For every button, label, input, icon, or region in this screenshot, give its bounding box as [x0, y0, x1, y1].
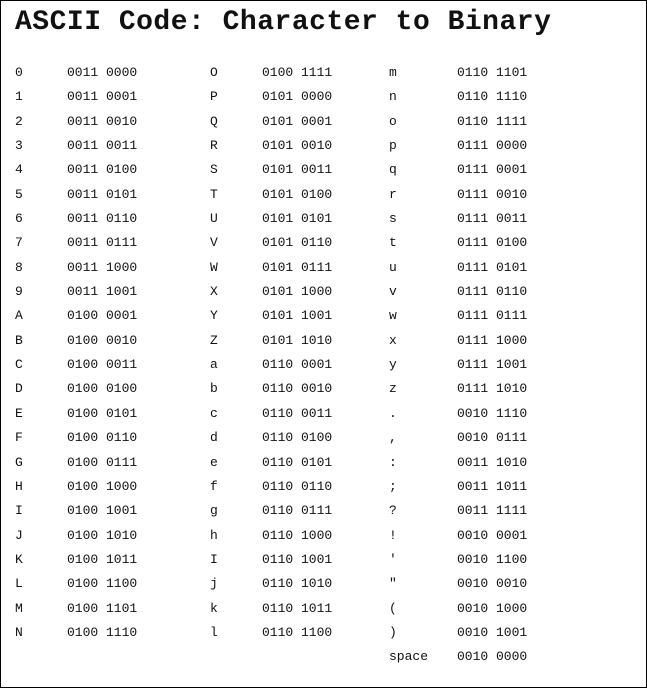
table-row	[389, 402, 599, 426]
binary-code: 0011 1010	[457, 454, 528, 470]
table-row	[15, 85, 225, 109]
table-row	[15, 572, 225, 596]
character-label: )	[389, 624, 397, 640]
binary-code: 0111 0110	[457, 284, 528, 300]
character-label: .	[389, 405, 397, 421]
character-label: Q	[210, 113, 218, 129]
character-label: ;	[389, 478, 397, 494]
character-label: s	[389, 211, 397, 227]
binary-code: 0110 0101	[262, 454, 333, 470]
binary-code: 0101 0001	[262, 113, 333, 129]
table-row	[389, 231, 599, 255]
character-label: ,	[389, 430, 397, 446]
character-label: M	[15, 600, 23, 616]
binary-code: 0100 1000	[67, 478, 138, 494]
binary-code: 0110 0011	[262, 405, 333, 421]
character-label: q	[389, 162, 397, 178]
binary-code: 0110 1100	[262, 624, 333, 640]
binary-code: 0011 1111	[457, 503, 528, 519]
table-row	[15, 426, 225, 450]
character-label: V	[210, 235, 218, 251]
binary-code: 0100 0110	[67, 430, 138, 446]
binary-code: 0011 1001	[67, 284, 138, 300]
character-label: C	[15, 357, 23, 373]
binary-code: 0011 0000	[67, 65, 138, 80]
binary-code: 0100 1110	[67, 624, 138, 640]
binary-code: 0010 1000	[457, 600, 528, 616]
binary-code: 0100 0010	[67, 332, 138, 348]
table-row	[389, 61, 599, 85]
character-label: g	[210, 503, 218, 519]
table-row	[389, 597, 599, 621]
binary-code: 0110 0111	[262, 503, 333, 519]
character-label: T	[210, 186, 218, 202]
character-label: l	[210, 624, 218, 640]
binary-code: 0110 1101	[457, 65, 528, 80]
table-row	[389, 207, 599, 231]
character-label: c	[210, 405, 218, 421]
binary-code: 0010 1110	[457, 405, 528, 421]
binary-code: 0101 1000	[262, 284, 333, 300]
character-label: A	[15, 308, 23, 324]
binary-code: 0010 0111	[457, 430, 528, 446]
table-row	[389, 451, 599, 475]
binary-code: 0100 1001	[67, 503, 138, 519]
character-label: I	[15, 503, 23, 519]
character-label: v	[389, 284, 397, 300]
table-row	[15, 158, 225, 182]
binary-code: 0100 0011	[67, 357, 138, 373]
character-label: 2	[15, 113, 23, 129]
binary-code: 0111 1010	[457, 381, 528, 397]
table-row	[389, 645, 599, 669]
character-label: space	[389, 649, 429, 665]
binary-code: 0010 1100	[457, 551, 528, 567]
binary-code: 0111 0010	[457, 186, 528, 202]
character-label: N	[15, 624, 23, 640]
binary-code: 0111 0111	[457, 308, 528, 324]
table-row	[389, 524, 599, 548]
character-label: F	[15, 430, 23, 446]
character-label: x	[389, 332, 397, 348]
table-row	[15, 256, 225, 280]
character-label: 3	[15, 138, 23, 154]
character-label: H	[15, 478, 23, 494]
binary-code: 0011 0100	[67, 162, 138, 178]
character-label: Z	[210, 332, 218, 348]
table-row	[389, 183, 599, 207]
table-row	[15, 61, 225, 85]
binary-code: 0010 0010	[457, 576, 528, 592]
table-row	[389, 134, 599, 158]
binary-code: 0100 0111	[67, 454, 138, 470]
table-row	[15, 183, 225, 207]
binary-code: 0100 1010	[67, 527, 138, 543]
binary-code: 0010 1001	[457, 624, 528, 640]
table-row	[15, 499, 225, 523]
character-label: "	[389, 576, 397, 592]
character-label: L	[15, 576, 23, 592]
table-row	[389, 548, 599, 572]
character-label: u	[389, 259, 397, 275]
character-label: P	[210, 89, 218, 105]
table-row	[389, 256, 599, 280]
character-label: 9	[15, 284, 23, 300]
binary-code: 0111 0000	[457, 138, 528, 154]
character-label: m	[389, 65, 397, 80]
character-label: t	[389, 235, 397, 251]
table-row	[389, 377, 599, 401]
character-label: J	[15, 527, 23, 543]
character-label: R	[210, 138, 218, 154]
character-label: E	[15, 405, 23, 421]
binary-code: 0101 1001	[262, 308, 333, 324]
character-label: !	[389, 527, 397, 543]
character-label: 1	[15, 89, 23, 105]
character-label: h	[210, 527, 218, 543]
binary-code: 0101 0101	[262, 211, 333, 227]
binary-code: 0011 0101	[67, 186, 138, 202]
character-label: I	[210, 551, 218, 567]
table-row	[389, 499, 599, 523]
binary-code: 0010 0001	[457, 527, 528, 543]
character-label: W	[210, 259, 218, 275]
binary-code: 0111 0001	[457, 162, 528, 178]
character-label: Y	[210, 308, 218, 324]
table-row	[15, 280, 225, 304]
binary-code: 0100 1011	[67, 551, 138, 567]
character-label: p	[389, 138, 397, 154]
table-row	[15, 621, 225, 645]
binary-code: 0110 1001	[262, 551, 333, 567]
binary-code: 0110 0110	[262, 478, 333, 494]
character-label: 7	[15, 235, 23, 251]
character-label: K	[15, 551, 23, 567]
table-row	[15, 451, 225, 475]
character-label: e	[210, 454, 218, 470]
binary-code: 0101 1010	[262, 332, 333, 348]
binary-code: 0100 0100	[67, 381, 138, 397]
binary-code: 0100 1101	[67, 600, 138, 616]
table-row	[15, 134, 225, 158]
binary-code: 0101 0111	[262, 259, 333, 275]
table-row	[15, 231, 225, 255]
character-label: z	[389, 381, 397, 397]
binary-code: 0101 0100	[262, 186, 333, 202]
character-label: :	[389, 454, 397, 470]
table-row	[389, 280, 599, 304]
binary-code: 0011 1011	[457, 478, 528, 494]
character-label: B	[15, 332, 23, 348]
character-label: a	[210, 357, 218, 373]
binary-code: 0010 0000	[457, 649, 528, 665]
table-row	[15, 377, 225, 401]
character-label: S	[210, 162, 218, 178]
table-row	[389, 304, 599, 328]
binary-code: 0111 0100	[457, 235, 528, 251]
table-row	[15, 353, 225, 377]
table-row	[389, 110, 599, 134]
table-row	[15, 110, 225, 134]
table-column-1	[15, 61, 225, 645]
table-row	[389, 353, 599, 377]
table-row	[15, 597, 225, 621]
binary-code: 0111 1000	[457, 332, 528, 348]
table-row	[15, 524, 225, 548]
binary-code: 0110 1010	[262, 576, 333, 592]
character-label: ?	[389, 503, 397, 519]
table-row	[389, 329, 599, 353]
character-label: X	[210, 284, 218, 300]
character-label: 6	[15, 211, 23, 227]
table-row	[389, 158, 599, 182]
binary-code: 0101 0000	[262, 89, 333, 105]
character-label: f	[210, 478, 218, 494]
binary-code: 0011 1000	[67, 259, 138, 275]
character-label: k	[210, 600, 218, 616]
character-label: 4	[15, 162, 23, 178]
binary-code: 0110 0010	[262, 381, 333, 397]
binary-code: 0100 0001	[67, 308, 138, 324]
binary-code: 0011 0111	[67, 235, 138, 251]
table-row	[15, 475, 225, 499]
binary-code: 0011 0110	[67, 211, 138, 227]
character-label: (	[389, 600, 397, 616]
character-label: n	[389, 89, 397, 105]
binary-code: 0100 1100	[67, 576, 138, 592]
character-label: w	[389, 308, 397, 324]
character-label: y	[389, 357, 397, 373]
binary-code: 0110 1110	[457, 89, 528, 105]
binary-code: 0011 0011	[67, 138, 138, 154]
binary-code: 0100 1111	[262, 65, 333, 80]
character-label: r	[389, 186, 397, 202]
binary-code: 0110 0100	[262, 430, 333, 446]
binary-code: 0101 0011	[262, 162, 333, 178]
character-label: U	[210, 211, 218, 227]
binary-code: 0100 0101	[67, 405, 138, 421]
table-row	[15, 207, 225, 231]
character-label: 0	[15, 65, 23, 80]
page-title: ASCII Code: Character to Binary	[15, 7, 552, 38]
table-row	[15, 329, 225, 353]
binary-code: 0101 0010	[262, 138, 333, 154]
binary-code: 0111 0011	[457, 211, 528, 227]
table-row	[389, 426, 599, 450]
character-label: 8	[15, 259, 23, 275]
binary-code: 0110 1011	[262, 600, 333, 616]
character-label: j	[210, 576, 218, 592]
table-row	[389, 475, 599, 499]
binary-code: 0101 0110	[262, 235, 333, 251]
character-label: G	[15, 454, 23, 470]
character-label: D	[15, 381, 23, 397]
character-label: '	[389, 551, 397, 567]
character-label: O	[210, 65, 218, 80]
binary-code: 0111 0101	[457, 259, 528, 275]
binary-code: 0011 0001	[67, 89, 138, 105]
binary-code: 0111 1001	[457, 357, 528, 373]
table-row	[389, 572, 599, 596]
binary-code: 0110 0001	[262, 357, 333, 373]
character-label: b	[210, 381, 218, 397]
table-row	[389, 85, 599, 109]
binary-code: 0110 1000	[262, 527, 333, 543]
table-row	[389, 621, 599, 645]
character-label: d	[210, 430, 218, 446]
table-row	[15, 304, 225, 328]
table-row	[15, 548, 225, 572]
binary-code: 0110 1111	[457, 113, 528, 129]
table-column-3	[389, 61, 599, 670]
character-label: 5	[15, 186, 23, 202]
character-label: o	[389, 113, 397, 129]
binary-code: 0011 0010	[67, 113, 138, 129]
table-row	[15, 402, 225, 426]
